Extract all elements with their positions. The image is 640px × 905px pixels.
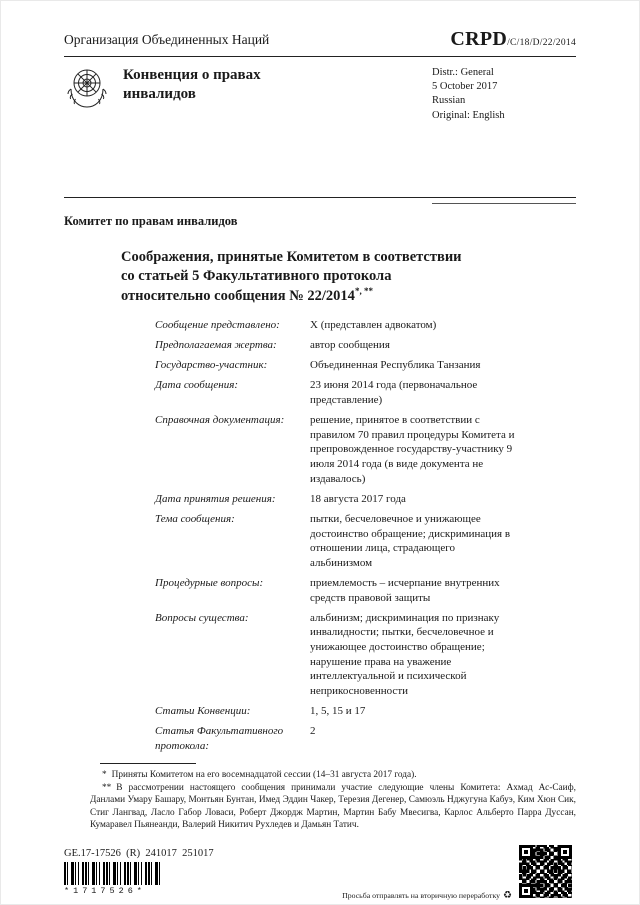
field-value: решение, принятое в соответствии с правилом 70 правил процедуры Комитета и препровожденное государству-участнику 9 июля 2014 года (в виде документа не издавалось) — [310, 414, 515, 485]
footnote-2-marker: ** — [102, 782, 112, 793]
ge-reference-number: GE.17-17526 (R) 241017 251017 — [64, 848, 214, 859]
barcode — [64, 862, 161, 885]
un-emblem-icon — [64, 64, 110, 110]
org-name: Организация Объединенных Наций — [64, 32, 270, 47]
field-label: Тема сообщения: — [155, 512, 235, 525]
field-value: пытки, бесчеловечное и унижающее достоинство обращение; дискриминация в отношении лица, страдающего альбинизмом — [310, 512, 511, 569]
field-label: Сообщение представлено: — [155, 319, 280, 331]
field-label: Справочная документация: — [155, 414, 285, 427]
footnote-2-text: В рассмотрении настоящего сообщения принимали участие следующие члены Комитета: Ахмад Ас-Саиф, Данлами Умару Башару, Монтьян Бунтан, Имед Эддин Чакер, Терезия Дегенер, Самюэль Нджугуна Кабуэ, Ким Хюн Сик, Стиг Лангвад, Ласло Габор Ловаси, Роберт Джордж Мартин, Мартин Бабу Мвесигва, Карлос Альберто Парра Дуссан, Кумаравел Пьянеанди, Валерий Никитич Рухледев и Дамьян Татич. — [90, 782, 576, 831]
field-value: Х (представлен адвокатом) — [310, 319, 437, 331]
convention-title: Конвенция о правах инвалидов — [123, 67, 261, 102]
field-row — [155, 338, 515, 353]
divider-main — [64, 197, 576, 198]
field-label: Дата сообщения: — [155, 379, 239, 392]
field-label: Дата принятия решения: — [155, 492, 276, 505]
field-value: приемлемость – исчерпание внутренних средств правовой защиты — [310, 576, 500, 604]
committee-heading: Комитет по правам инвалидов — [64, 214, 238, 228]
title-line-3-text: относительно сообщения № 22/2014 — [121, 287, 355, 304]
field-label: Вопросы существа: — [155, 611, 249, 624]
document-symbol — [450, 28, 576, 51]
field-label: Процедурные вопросы: — [155, 576, 264, 589]
original-line: Original: English — [432, 109, 505, 121]
distribution-block — [432, 66, 576, 123]
title-line-2: со статьей 5 Факультативного протокола — [121, 267, 392, 284]
document-symbol-main: CRPD — [450, 28, 508, 50]
footnotes-section — [90, 763, 576, 832]
footnote-1-text: Приняты Комитетом на его восемнадцатой сессии (14–31 августа 2017 года). — [111, 770, 417, 780]
field-label: Статьи Конвенции: — [155, 704, 251, 717]
language-line: Russian — [432, 95, 466, 107]
footnote-2 — [90, 782, 576, 832]
recycle-icon: ♻ — [503, 890, 512, 901]
field-row — [155, 512, 515, 571]
field-value: 2 — [310, 725, 316, 737]
field-value: 23 июня 2014 года (первоначальное представление) — [310, 379, 478, 406]
field-value: 18 августа 2017 года — [310, 492, 406, 505]
field-row — [155, 704, 515, 719]
qr-finder-top-left — [519, 845, 533, 859]
field-label: Предполагаемая жертва: — [155, 339, 277, 352]
title-line-3 — [121, 286, 521, 306]
field-row — [155, 492, 515, 507]
document-header — [64, 28, 576, 57]
barcode-caption: *1717526* — [64, 886, 146, 896]
field-row — [155, 413, 515, 486]
masthead — [64, 64, 576, 123]
field-row — [155, 318, 515, 333]
field-row — [155, 378, 515, 407]
field-value: 1, 5, 15 и 17 — [310, 704, 366, 717]
field-value: альбинизм; дискриминация по признаку инвалидности; пытки, бесчеловечное и унижающее достоинство обращение; нарушение права на уважение интеллектуальной и психической неприкосновенности — [310, 611, 500, 697]
field-row — [155, 611, 515, 699]
qr-code — [519, 845, 572, 898]
field-value: автор сообщения — [310, 339, 390, 352]
field-row — [155, 724, 515, 753]
footnote-separator — [100, 763, 196, 764]
footnote-1 — [90, 769, 576, 782]
document-title — [121, 248, 521, 305]
field-value: Объединенная Республика Танзания — [310, 359, 481, 372]
qr-finder-bottom-left — [519, 884, 533, 898]
recycle-note-text: Просьба отправлять на вторичную переработку — [342, 891, 501, 900]
footnote-1-marker: * — [102, 770, 107, 780]
title-line-1: Соображения, принятые Комитетом в соответствии — [121, 249, 462, 265]
document-symbol-suffix: /C/18/D/22/2014 — [507, 38, 576, 48]
distr-line: Distr.: General — [432, 67, 494, 78]
date-line: 5 October 2017 — [432, 81, 498, 93]
barcode-block — [64, 862, 164, 896]
field-label: Статья Факультативного протокола: — [155, 725, 284, 752]
divider-right — [432, 203, 576, 204]
field-label: Государство-участник: — [155, 359, 268, 372]
field-row — [155, 358, 515, 373]
field-row — [155, 576, 515, 605]
qr-finder-top-right — [558, 845, 572, 859]
footnote-reference-marks: *, ** — [354, 285, 373, 296]
recycle-note — [342, 890, 512, 901]
case-metadata-table — [155, 318, 515, 759]
